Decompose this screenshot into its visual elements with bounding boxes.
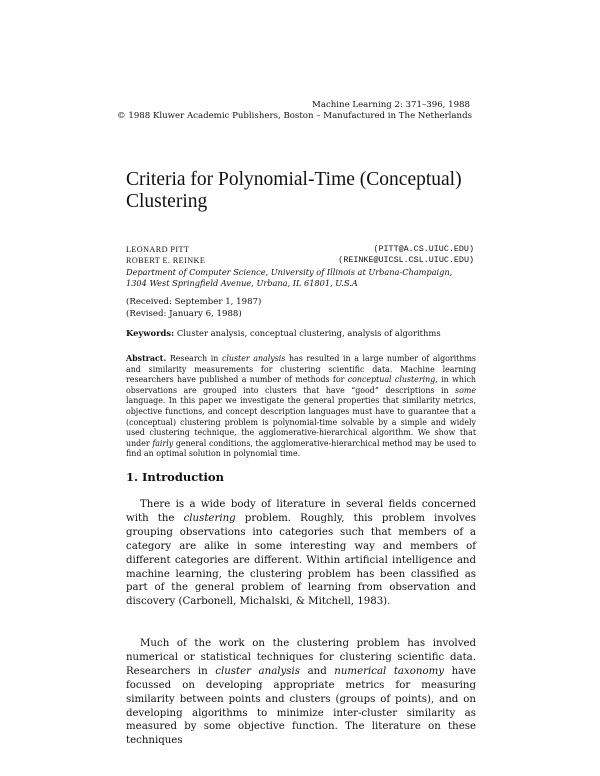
paper-title: Criteria for Polynomial-Time (Conceptual) Clustering <box>126 169 462 212</box>
affiliation-line-2: 1304 West Springfield Avenue, Urbana, IL 61801, U.S.A <box>126 278 358 288</box>
intro-paragraph-2 <box>126 637 476 748</box>
abstract <box>126 354 476 460</box>
keywords-label: Keywords: <box>126 328 175 338</box>
abstract-emphasis: conceptual clustering, <box>347 375 438 385</box>
keywords-text: Cluster analysis, conceptual clustering, analysis of algorithms <box>176 328 441 338</box>
section-heading <box>126 470 224 484</box>
paragraph-text: and <box>307 665 327 677</box>
paragraph-emphasis: clustering <box>183 512 236 524</box>
section-title: Introduction <box>142 470 224 484</box>
copyright-line: © 1988 Kluwer Academic Publishers, Boston – Manufactured in The Netherlands <box>117 111 472 121</box>
abstract-emphasis: cluster analysis <box>221 354 286 363</box>
paragraph-emphasis: numerical taxonomy <box>334 665 444 677</box>
author-email: (REINKE@UICSL.CSL.UIUC.EDU) <box>338 255 474 265</box>
keywords <box>126 328 476 339</box>
abstract-emphasis: fairly <box>152 438 174 448</box>
journal-citation: Machine Learning 2: 371–396, 1988 <box>312 100 470 110</box>
paragraph-text: have focussed on developing appropriate metrics for measuring similarity between points and clusters (groups of points), and on developing algorithms to minimize inter-cluster similarity as measured by some objective function. The literature on these techniques <box>126 665 476 747</box>
author-row-2 <box>126 255 474 266</box>
abstract-text: general conditions, the agglomerative-hierarchical method may be used to find an optimal solution in polynomial time. <box>126 438 476 459</box>
author-name: ROBERT E. REINKE <box>126 256 206 265</box>
author-email: (PITT@A.CS.UIUC.EDU) <box>373 244 474 254</box>
paragraph-text: Much of the work on the clustering problem has involved numerical or statistical techniques for clustering scientific data. Researchers in <box>126 638 476 677</box>
abstract-text: Research in <box>169 354 219 363</box>
abstract-label: Abstract. <box>126 354 167 363</box>
abstract-text: has resulted in a large number of algorithms and similarity measurements for clustering scientific data. Machine learning researchers have published a number of methods for <box>126 354 476 385</box>
paragraph-emphasis: cluster analysis <box>215 665 300 677</box>
author-row-1 <box>126 244 474 255</box>
abstract-emphasis: some <box>455 385 476 395</box>
abstract-text: language. In this paper we investigate the general properties that similarity metrics, objective functions, and concept description languages must have to guarantee that a (conceptual) clustering problem is polynomial-time solvable by a simple and widely used clustering technique, the agglomerative-hierarchical algorithm. We show that under <box>126 396 476 448</box>
intro-paragraph-1 <box>126 498 476 609</box>
affiliation-line-1: Department of Computer Science, University of Illinois at Urbana-Champaign, <box>126 267 453 277</box>
author-name: LEONARD PITT <box>126 245 190 254</box>
paragraph-text: problem. Roughly, this problem involves grouping observations into categories such that members of a category are alike in some interesting way and members of different categories are different. Within artificial intelligence and machine learning, the clustering problem has been classified as part of the general problem of learning from observation and discovery (Carbonell, Michalski, & Mitchell, 1983). <box>126 512 476 608</box>
section-number: 1. <box>126 470 139 484</box>
abstract-text: in which observations are grouped into clusters that have “good” descriptions in <box>126 375 476 395</box>
paragraph-text: There is a wide body of literature in several fields concerned with the <box>126 499 476 524</box>
revised-date: (Revised: January 6, 1988) <box>126 309 242 319</box>
received-date: (Received: September 1, 1987) <box>126 297 262 307</box>
